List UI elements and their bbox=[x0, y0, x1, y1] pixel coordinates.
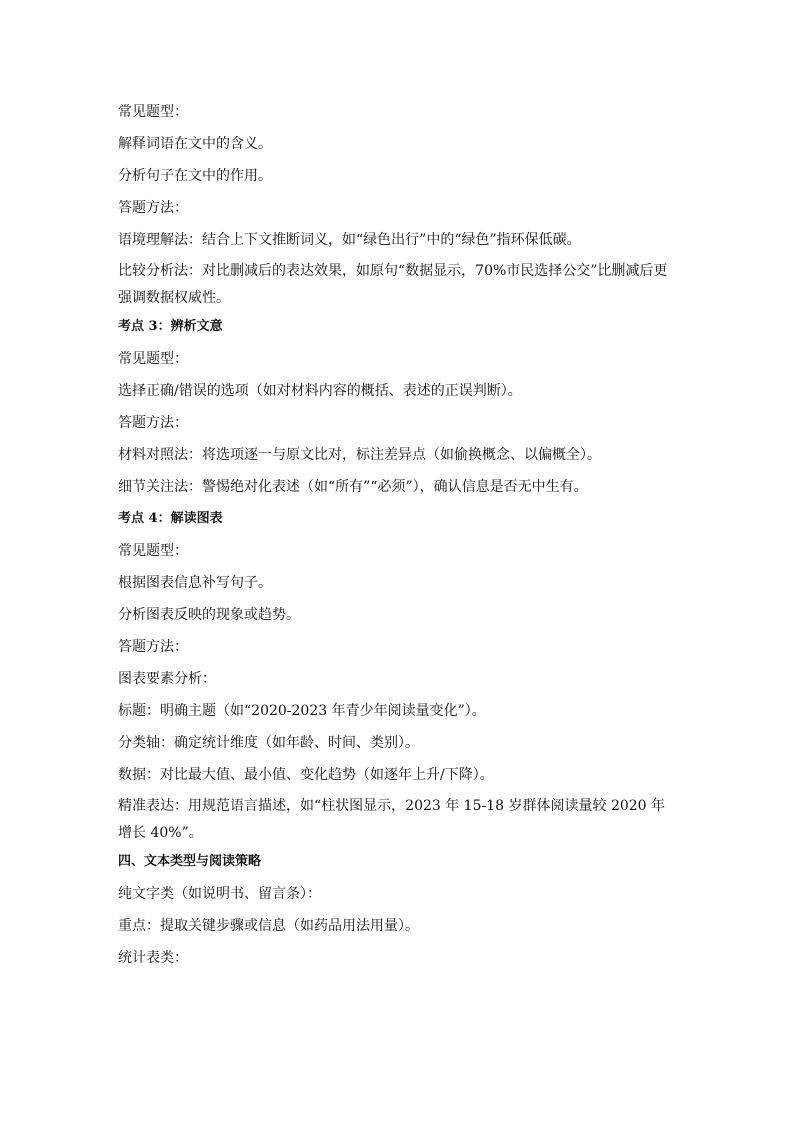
section-heading: 考点 4：解读图表 bbox=[118, 511, 223, 526]
text-line: 重点：提取关键步骤或信息（如药品用法用量）。 bbox=[118, 918, 419, 934]
section-heading: 考点 3：辨析文意 bbox=[118, 319, 223, 334]
text-line: 细节关注法：警惕绝对化表述（如“所有”“必须”），确认信息是否无中生有。 bbox=[118, 479, 588, 495]
text-line: 精准表达：用规范语言描述，如“柱状图显示，2023 年 15-18 岁群体阅读量较 2020 年增长 40%”。 bbox=[118, 798, 666, 841]
text-line: 答题方法： bbox=[118, 200, 188, 216]
text-line: 统计表类： bbox=[118, 950, 188, 966]
text-line: 常见题型： bbox=[118, 104, 188, 120]
text-line: 常见题型： bbox=[118, 543, 188, 559]
text-line: 比较分析法：对比删减后的表达效果，如原句“数据显示，70%市民选择公交”比删减后更强调数据权威性。 bbox=[118, 263, 668, 306]
text-line: 语境理解法：结合上下文推断词义，如“绿色出行”中的“绿色”指环保低碳。 bbox=[118, 232, 581, 248]
text-line: 图表要素分析： bbox=[118, 671, 216, 687]
text-line: 答题方法： bbox=[118, 639, 188, 655]
document-page bbox=[118, 104, 678, 982]
text-line: 分析句子在文中的作用。 bbox=[118, 168, 272, 184]
text-line: 根据图表信息补写句子。 bbox=[118, 575, 272, 591]
text-line: 分类轴：确定统计维度（如年龄、时间、类别）。 bbox=[118, 735, 419, 751]
text-line: 解释词语在文中的含义。 bbox=[118, 136, 272, 152]
text-line: 选择正确/错误的选项（如对材料内容的概括、表述的正误判断）。 bbox=[118, 383, 522, 399]
text-line: 常见题型： bbox=[118, 351, 188, 367]
text-line: 纯文字类（如说明书、留言条）： bbox=[118, 886, 321, 902]
section-heading: 四、文本类型与阅读策略 bbox=[118, 854, 262, 869]
text-line: 材料对照法：将选项逐一与原文比对，标注差异点（如偷换概念、以偏概全）。 bbox=[118, 447, 601, 463]
text-line: 数据：对比最大值、最小值、变化趋势（如逐年上升/下降）。 bbox=[118, 767, 494, 783]
text-line: 标题：明确主题（如“2020-2023 年青少年阅读量变化”）。 bbox=[118, 703, 486, 719]
text-line: 答题方法： bbox=[118, 415, 188, 431]
text-line: 分析图表反映的现象或趋势。 bbox=[118, 607, 300, 623]
